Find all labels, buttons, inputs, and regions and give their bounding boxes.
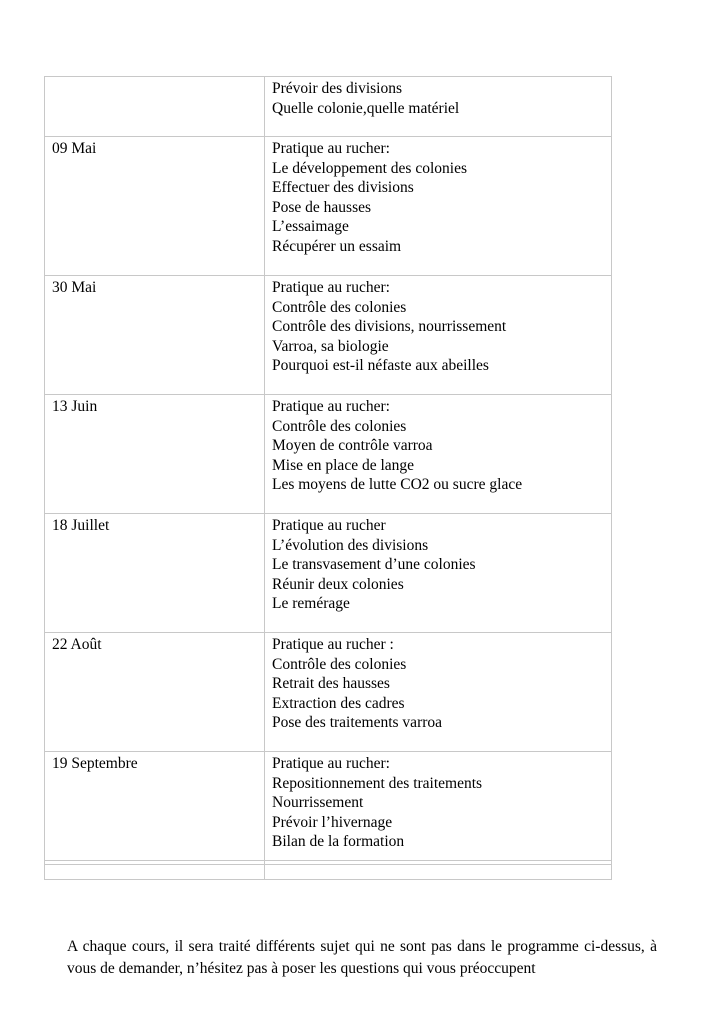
empty-cell xyxy=(265,865,612,880)
topics-cell xyxy=(265,276,612,395)
topic-line: Retrait des hausses xyxy=(272,675,390,693)
topic-line: Le transvasement d’une colonies xyxy=(272,556,476,574)
topic-line: Pourquoi est-il néfaste aux abeilles xyxy=(272,357,489,375)
table-row xyxy=(45,395,612,514)
topic-line: Contrôle des colonies xyxy=(272,417,407,435)
date-cell: 19 Septembre xyxy=(45,752,265,861)
table-row xyxy=(45,276,612,395)
topic-line: Les moyens de lutte CO2 ou sucre glace xyxy=(272,476,523,494)
topic-line: Effectuer des divisions xyxy=(272,179,414,197)
topic-line: Moyen de contrôle varroa xyxy=(272,437,433,455)
table-row xyxy=(45,137,612,276)
date-cell: 22 Août xyxy=(45,633,265,752)
date-cell: 13 Juin xyxy=(45,395,265,514)
topic-line: Quelle colonie,quelle matériel xyxy=(272,99,460,117)
topic-line: Extraction des cadres xyxy=(272,694,405,712)
date-cell: 18 Juillet xyxy=(45,514,265,633)
topic-line: Pratique au rucher : xyxy=(272,636,394,653)
topic-line: Pratique au rucher: xyxy=(272,398,390,415)
topic-line: Le remérage xyxy=(272,595,350,613)
topics-cell xyxy=(265,137,612,276)
topics-cell xyxy=(265,77,612,137)
topic-line: Contrôle des colonies xyxy=(272,655,407,673)
topics-cell xyxy=(265,633,612,752)
topic-line: Récupérer un essaim xyxy=(272,237,402,255)
topic-line: Le développement des colonies xyxy=(272,159,467,177)
topics-cell xyxy=(265,514,612,633)
date-cell: 30 Mai xyxy=(45,276,265,395)
date-cell: 09 Mai xyxy=(45,137,265,276)
topic-line: Pratique au rucher: xyxy=(272,279,390,296)
topic-line: Prévoir l’hivernage xyxy=(272,813,393,831)
topic-line: L’évolution des divisions xyxy=(272,536,429,554)
topic-line: Varroa, sa biologie xyxy=(272,337,389,355)
topic-line: Pose de hausses xyxy=(272,198,372,216)
topic-line: Réunir deux colonies xyxy=(272,575,404,593)
topic-line: Contrôle des colonies xyxy=(272,298,407,316)
footer-note: A chaque cours, il sera traité différents sujet qui ne sont pas dans le programme ci-dessus, à vous de demander, n’hésitez pas à poser les questions qui vous préoccupent xyxy=(67,938,657,977)
topic-line: L’essaimage xyxy=(272,218,349,236)
table-row xyxy=(45,633,612,752)
topic-line: Prévoir des divisions xyxy=(272,80,403,97)
topic-line: Repositionnement des traitements xyxy=(272,774,483,792)
topic-line: Pratique au rucher: xyxy=(272,140,390,157)
topic-line: Mise en place de lange xyxy=(272,456,415,474)
table-row xyxy=(45,752,612,861)
table-row xyxy=(45,77,612,137)
topic-line: Bilan de la formation xyxy=(272,833,405,851)
empty-cell xyxy=(45,865,265,880)
topic-line: Pratique au rucher: xyxy=(272,755,390,772)
topic-line: Pratique au rucher xyxy=(272,517,386,534)
topic-line: Pose des traitements varroa xyxy=(272,714,443,732)
schedule-table xyxy=(44,76,612,880)
date-cell xyxy=(45,77,265,137)
topic-line: Contrôle des divisions, nourrissement xyxy=(272,318,507,336)
topics-cell xyxy=(265,395,612,514)
topics-cell xyxy=(265,752,612,861)
table-row xyxy=(45,514,612,633)
table-empty-row xyxy=(45,865,612,880)
topic-line: Nourrissement xyxy=(272,794,364,812)
